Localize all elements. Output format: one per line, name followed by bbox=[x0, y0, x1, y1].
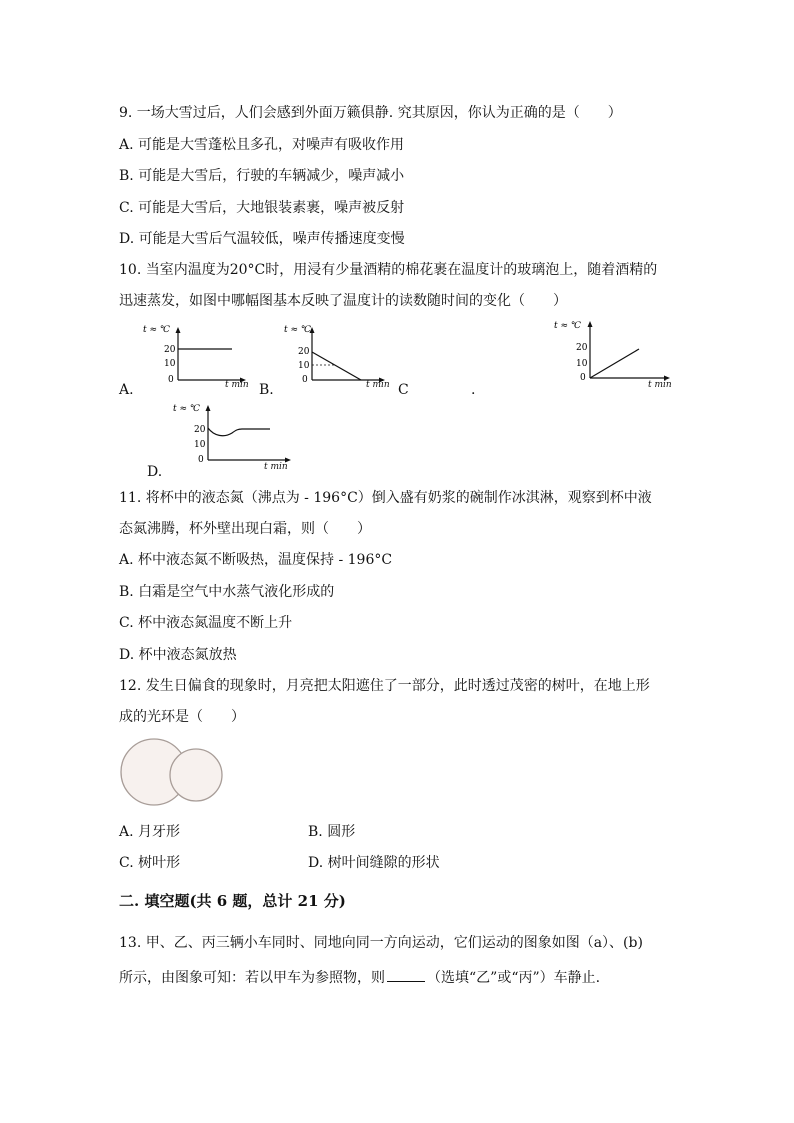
graph-d-y-label: t ≈ ℃ bbox=[173, 404, 200, 414]
q13-stem-line2 bbox=[119, 969, 600, 987]
graph-a-y-label: t ≈ ℃ bbox=[143, 325, 170, 335]
q12-option-a: A. 月牙形 bbox=[119, 824, 181, 840]
graph-c-x-label: t min bbox=[648, 380, 672, 390]
q11-option-b: B. 白霜是空气中水蒸气液化形成的 bbox=[119, 584, 335, 600]
graph-a-tick-20: 20 bbox=[164, 345, 176, 355]
graph-d-tick-20: 20 bbox=[194, 425, 206, 435]
q11-option-a: A. 杯中液态氮不断吸热，温度保持 - 196°C bbox=[119, 552, 393, 568]
q12-stem-line2: 成的光环是（ ） bbox=[119, 709, 245, 725]
q9-option-c: C. 可能是大雪后，大地银装素裹，噪声被反射 bbox=[119, 200, 405, 216]
graph-d-curve bbox=[208, 428, 270, 436]
graph-c-curve bbox=[590, 349, 639, 378]
q13-stem-line2-pre: 所示，由图象可知：若以甲车为参照物，则 bbox=[119, 970, 385, 986]
q10-stem-line1: 10. 当室内温度为20°C时，用浸有少量酒精的棉花裹在温度计的玻璃泡上，随着酒精的 bbox=[119, 262, 658, 278]
graph-d-x-label: t min bbox=[264, 462, 288, 472]
graph-c-tick-20: 20 bbox=[576, 343, 588, 353]
q11-option-d: D. 杯中液态氮放热 bbox=[119, 647, 237, 663]
q11-option-c: C. 杯中液态氮温度不断上升 bbox=[119, 615, 293, 631]
q12-option-d: D. 树叶间缝隙的形状 bbox=[308, 855, 440, 871]
q9-option-d: D. 可能是大雪后气温较低，噪声传播速度变慢 bbox=[119, 231, 405, 247]
q10-label-b: B. bbox=[259, 382, 274, 398]
graph-b-tick-20: 20 bbox=[298, 347, 310, 357]
q10-stem-line2: 迅速蒸发，如图中哪幅图基本反映了温度计的读数随时间的变化（ ） bbox=[119, 293, 567, 309]
q13-stem-line1: 13. 甲、乙、丙三辆小车同时、同地向同一方向运动，它们运动的图象如图（a）、(b) bbox=[119, 935, 643, 951]
eclipse-circles-figure bbox=[118, 736, 228, 808]
graph-b-tick-10: 10 bbox=[298, 361, 310, 371]
q10-label-a: A. bbox=[119, 382, 134, 398]
q13-answer-blank[interactable] bbox=[387, 969, 425, 982]
q9-option-b: B. 可能是大雪后，行驶的车辆减少，噪声减小 bbox=[119, 168, 405, 184]
graph-c-tick-0: 0 bbox=[580, 373, 586, 383]
moon-circle bbox=[170, 749, 222, 801]
graph-d-tick-10: 10 bbox=[194, 440, 206, 450]
q12-option-c: C. 树叶形 bbox=[119, 855, 181, 871]
q9-option-a: A. 可能是大雪蓬松且多孔，对噪声有吸收作用 bbox=[119, 137, 405, 153]
graph-b-y-label: t ≈ ℃ bbox=[284, 325, 311, 335]
graph-c-tick-10: 10 bbox=[576, 359, 588, 369]
graph-a-tick-10: 10 bbox=[164, 359, 176, 369]
q10-label-d: D. bbox=[147, 464, 163, 480]
q11-stem-line2: 态氮沸腾，杯外壁出现白霜，则（ ） bbox=[119, 521, 371, 537]
graph-a-x-label: t min bbox=[225, 380, 249, 390]
q9-stem: 9. 一场大雪过后，人们会感到外面万籁俱静. 究其原因，你认为正确的是（ ） bbox=[119, 105, 622, 121]
q11-stem-line1: 11. 将杯中的液态氮（沸点为 - 196°C）倒入盛有奶浆的碗制作冰淇淋，观察到杯中液 bbox=[119, 490, 652, 506]
graph-d-tick-0: 0 bbox=[198, 455, 204, 465]
q12-option-b: B. 圆形 bbox=[308, 824, 356, 840]
graph-b-tick-0: 0 bbox=[302, 375, 308, 385]
q10-label-c-dot: . bbox=[471, 382, 476, 398]
q13-stem-line2-post: （选填“乙”或“丙”）车静止. bbox=[427, 970, 601, 986]
graph-b-curve bbox=[312, 352, 361, 380]
q12-stem-line1: 12. 发生日偏食的现象时，月亮把太阳遮住了一部分，此时透过茂密的树叶，在地上形 bbox=[119, 678, 650, 694]
graph-a-tick-0: 0 bbox=[168, 375, 174, 385]
graph-d bbox=[170, 398, 300, 468]
graph-c-y-label: t ≈ ℃ bbox=[554, 321, 581, 331]
graph-b-x-label: t min bbox=[366, 380, 390, 390]
q10-label-c: C bbox=[398, 382, 409, 398]
graph-c bbox=[552, 312, 682, 386]
section-title-fill-in: 二. 填空题(共 6 题，总计 21 分) bbox=[119, 892, 346, 910]
